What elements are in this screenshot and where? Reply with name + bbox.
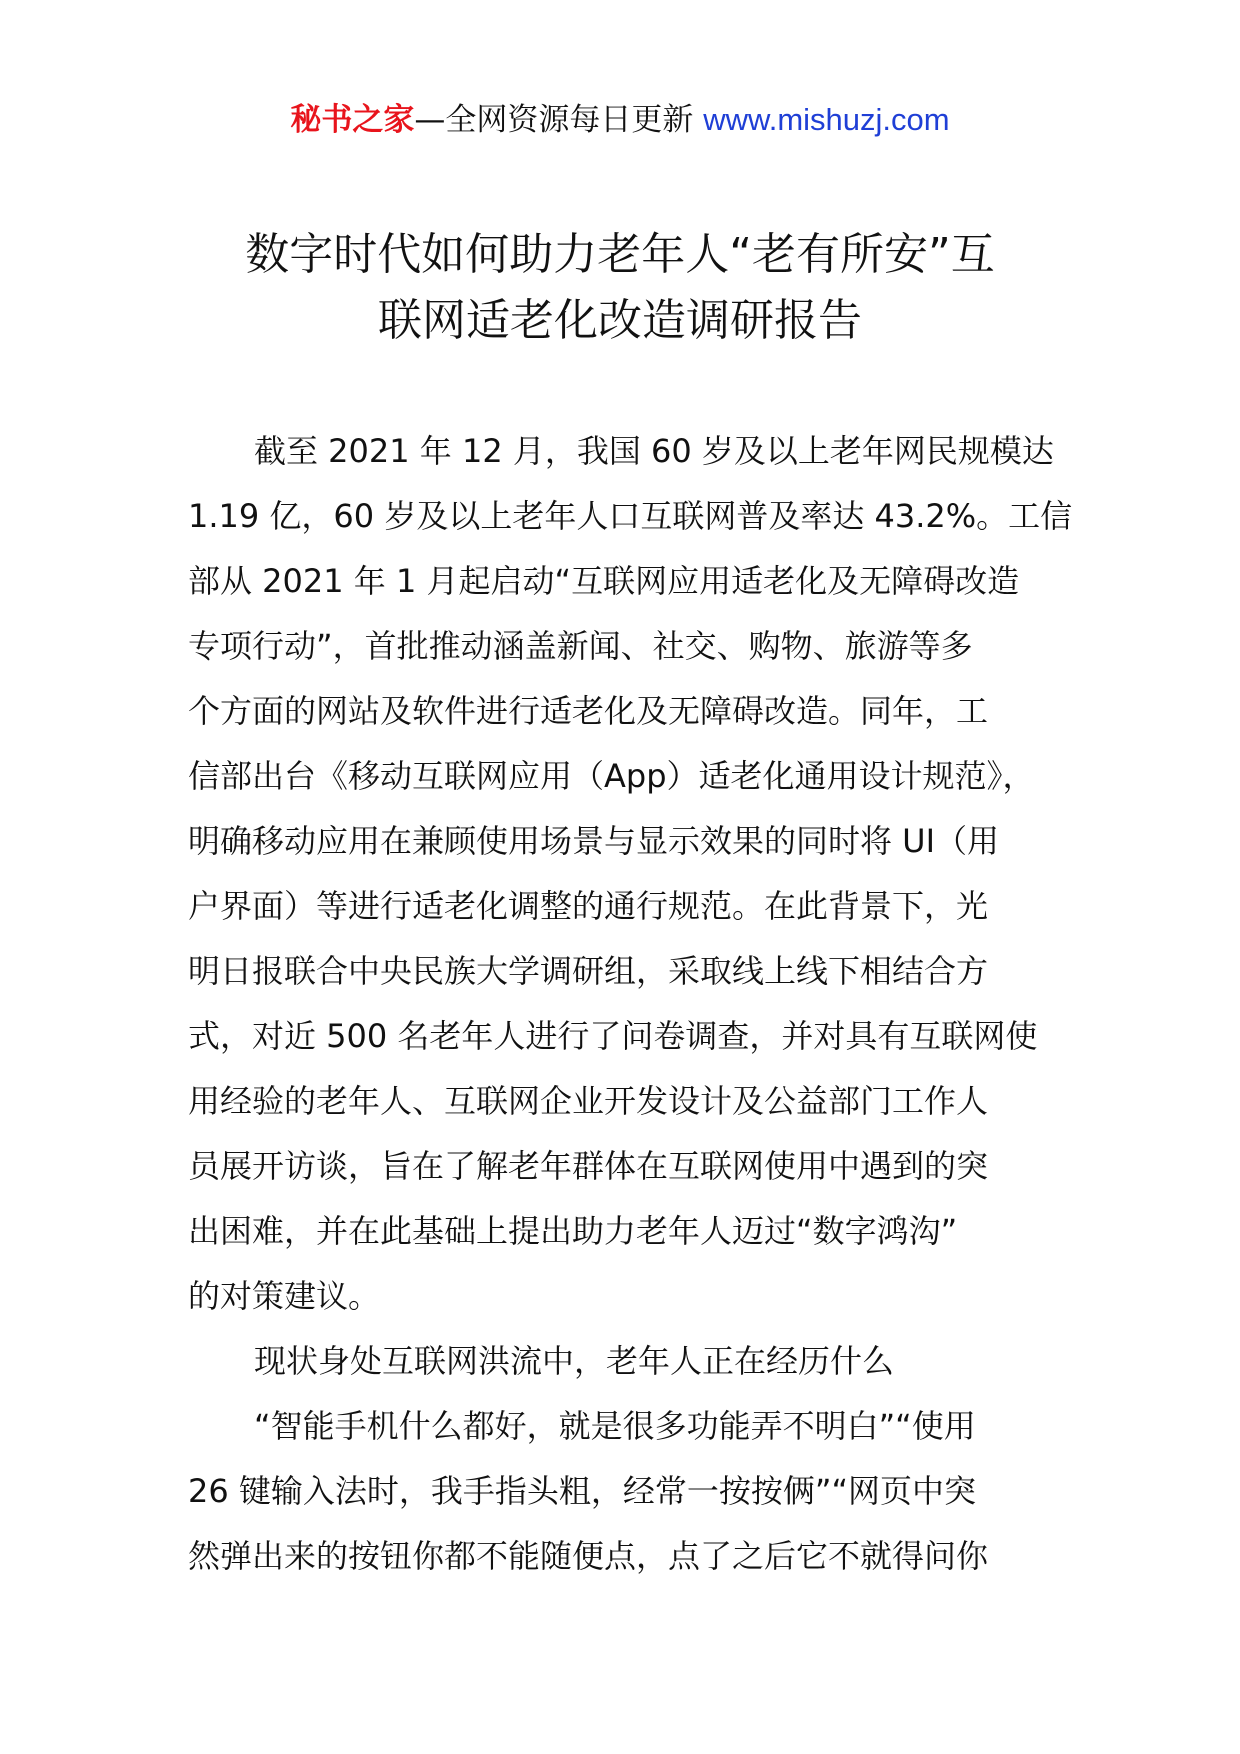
body-line: 的对策建议。 — [188, 1277, 381, 1315]
body-line: 截至 2021 年 12 月，我国 60 岁及以上老年网民规模达 — [254, 432, 1054, 470]
body-line: 明确移动应用在兼顾使用场景与显示效果的同时将 UI（用 — [188, 822, 1000, 860]
section-heading: 现状身处互联网洪流中，老年人正在经历什么 — [254, 1342, 895, 1380]
site-header — [0, 100, 1240, 140]
body-line: 式，对近 500 名老年人进行了问卷调查，并对具有互联网使 — [188, 1017, 1038, 1055]
body-line: 个方面的网站及软件进行适老化及无障碍改造。同年，工 — [188, 692, 989, 730]
body-line: 用经验的老年人、互联网企业开发设计及公益部门工作人 — [188, 1082, 989, 1120]
body-line: 1.19 亿，60 岁及以上老年人口互联网普及率达 43.2%。工信 — [188, 497, 1073, 535]
body-line: 出困难，并在此基础上提出助力老年人迈过“数字鸿沟” — [188, 1212, 958, 1250]
body-line: 信部出台《移动互联网应用（App）适老化通用设计规范》， — [188, 757, 1035, 795]
title-line-1: 数字时代如何助力老年人“老有所安”互 — [245, 229, 995, 280]
body-line: “智能手机什么都好，就是很多功能弄不明白”“使用 — [254, 1407, 976, 1445]
body-line: 26 键输入法时，我手指头粗，经常一按按俩”“网页中突 — [188, 1472, 977, 1510]
brand-name: 秘书之家 — [290, 102, 415, 138]
site-url-link[interactable]: www.mishuzj.com — [703, 102, 950, 137]
body-line: 专项行动”，首批推动涵盖新闻、社交、购物、旅游等多 — [188, 627, 973, 665]
document-title — [150, 222, 1090, 354]
document-body — [188, 419, 1073, 1589]
body-line: 然弹出来的按钮你都不能随便点，点了之后它不就得问你 — [188, 1537, 989, 1575]
body-line: 户界面）等进行适老化调整的通行规范。在此背景下，光 — [188, 887, 989, 925]
body-line: 明日报联合中央民族大学调研组，采取线上线下相结合方 — [188, 952, 989, 990]
header-tagline: —全网资源每日更新 — [414, 102, 694, 138]
body-line: 部从 2021 年 1 月起启动“互联网应用适老化及无障碍改造 — [188, 562, 1020, 600]
title-line-2: 联网适老化改造调研报告 — [378, 295, 862, 346]
body-line: 员展开访谈，旨在了解老年群体在互联网使用中遇到的突 — [188, 1147, 989, 1185]
